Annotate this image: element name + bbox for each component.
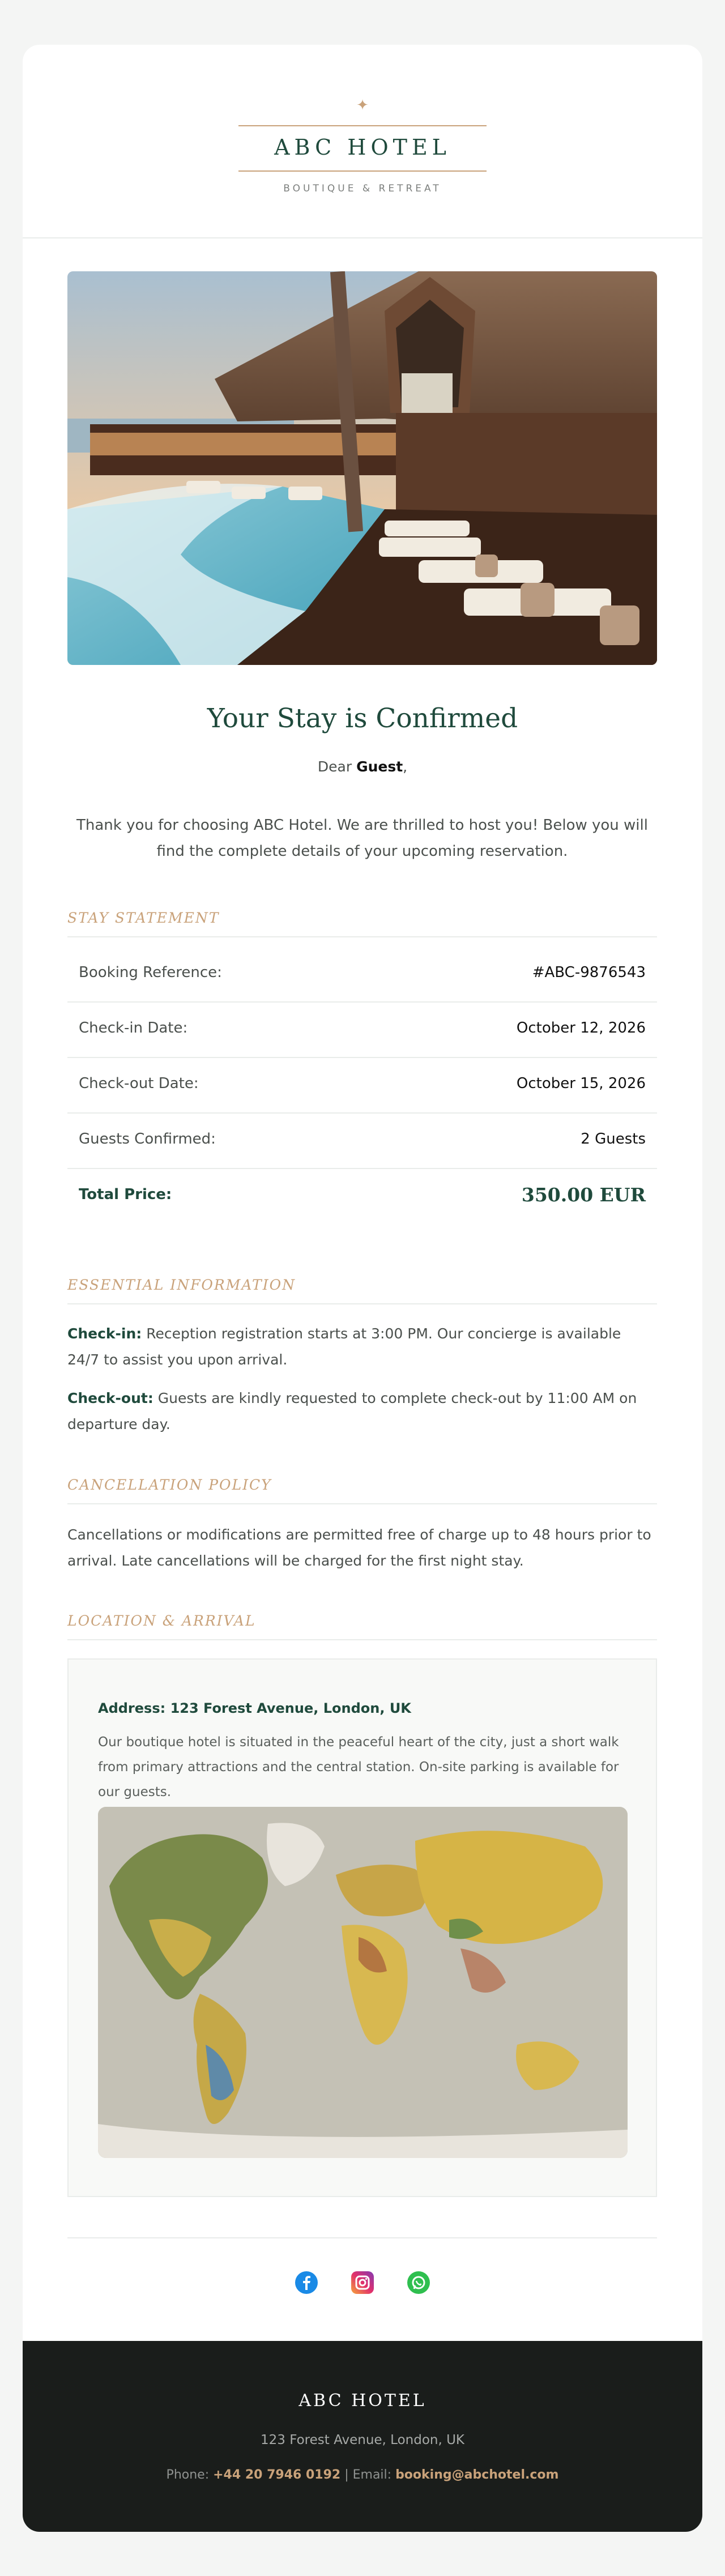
hotel-brand: ABC HOTEL bbox=[274, 135, 451, 160]
location-title: LOCATION & ARRIVAL bbox=[67, 1613, 657, 1640]
row-label: Check-in Date: bbox=[79, 1020, 188, 1037]
facebook-icon[interactable] bbox=[295, 2271, 318, 2294]
row-value: 2 Guests bbox=[581, 1131, 646, 1148]
checkin-label: Check-in: bbox=[67, 1325, 142, 1342]
confirmation-title: Your Stay is Confirmed bbox=[207, 703, 518, 734]
bottom-rule bbox=[238, 170, 487, 172]
footer-brand: ABC HOTEL bbox=[298, 2391, 427, 2411]
checkin-text: Reception registration starts at 3:00 PM. Our concierge is available 24/7 to assist you upon arrival. bbox=[67, 1325, 621, 1368]
email-footer bbox=[23, 2341, 702, 2532]
total-value: 350.00 EUR bbox=[521, 1184, 646, 1206]
cancellation-text: Cancellations or modifications are permitted free of charge up to 48 hours prior to arrival. Late cancellations will be charged for the first night stay. bbox=[67, 1526, 651, 1569]
row-label: Check-out Date: bbox=[79, 1075, 199, 1092]
greeting-prefix: Dear bbox=[317, 758, 357, 775]
greeting-suffix: , bbox=[403, 758, 408, 775]
location-box bbox=[67, 1658, 657, 2197]
checkin-info bbox=[67, 1321, 657, 1373]
total-row bbox=[67, 1169, 657, 1225]
top-rule bbox=[238, 125, 487, 126]
location-description: Our boutique hotel is situated in the peaceful heart of the city, just a short walk from primary attractions and the central station. On-site parking is available for our guests. bbox=[98, 1735, 619, 1799]
intro-text: Thank you for choosing ABC Hotel. We are thrilled to host you! Below you will find the complete details of your upcoming reservation. bbox=[76, 817, 648, 860]
row-value: October 12, 2026 bbox=[516, 1020, 646, 1037]
total-label: Total Price: bbox=[79, 1186, 172, 1203]
hotel-tagline: BOUTIQUE & RETREAT bbox=[283, 183, 442, 194]
stay-statement-title: STAY STATEMENT bbox=[67, 910, 657, 937]
row-label: Booking Reference: bbox=[79, 964, 222, 981]
greeting bbox=[23, 758, 702, 775]
hotel-address: Address: 123 Forest Avenue, London, UK bbox=[98, 1700, 411, 1716]
whatsapp-icon[interactable] bbox=[407, 2271, 430, 2294]
statement-row bbox=[67, 1114, 657, 1169]
row-value: October 15, 2026 bbox=[516, 1075, 646, 1092]
statement-row bbox=[67, 1003, 657, 1058]
email-label: | Email: bbox=[340, 2468, 396, 2482]
footer-contact bbox=[23, 2468, 702, 2482]
hero-image bbox=[67, 271, 657, 665]
checkout-info bbox=[67, 1385, 657, 1438]
guest-name: Guest bbox=[356, 758, 403, 775]
email-card bbox=[23, 45, 702, 2532]
social-links bbox=[23, 2271, 702, 2294]
phone-label: Phone: bbox=[166, 2468, 214, 2482]
instagram-icon[interactable] bbox=[351, 2271, 374, 2294]
checkout-label: Check-out: bbox=[67, 1390, 153, 1406]
cancellation-title: CANCELLATION POLICY bbox=[67, 1477, 657, 1504]
sparkle-icon: ✦ bbox=[356, 97, 369, 114]
email-link[interactable]: booking@abchotel.com bbox=[395, 2468, 559, 2482]
checkout-text: Guests are kindly requested to complete check-out by 11:00 AM on departure day. bbox=[67, 1390, 637, 1432]
phone-link[interactable]: +44 20 7946 0192 bbox=[213, 2468, 341, 2482]
statement-row bbox=[67, 1058, 657, 1114]
divider bbox=[67, 2237, 657, 2238]
footer-address: 123 Forest Avenue, London, UK bbox=[260, 2433, 465, 2447]
row-label: Guests Confirmed: bbox=[79, 1131, 216, 1148]
world-map-image bbox=[98, 1807, 628, 2158]
essential-info-title: ESSENTIAL INFORMATION bbox=[67, 1277, 657, 1304]
row-value: #ABC-9876543 bbox=[532, 964, 646, 981]
statement-row bbox=[67, 947, 657, 1003]
email-header bbox=[23, 45, 702, 238]
